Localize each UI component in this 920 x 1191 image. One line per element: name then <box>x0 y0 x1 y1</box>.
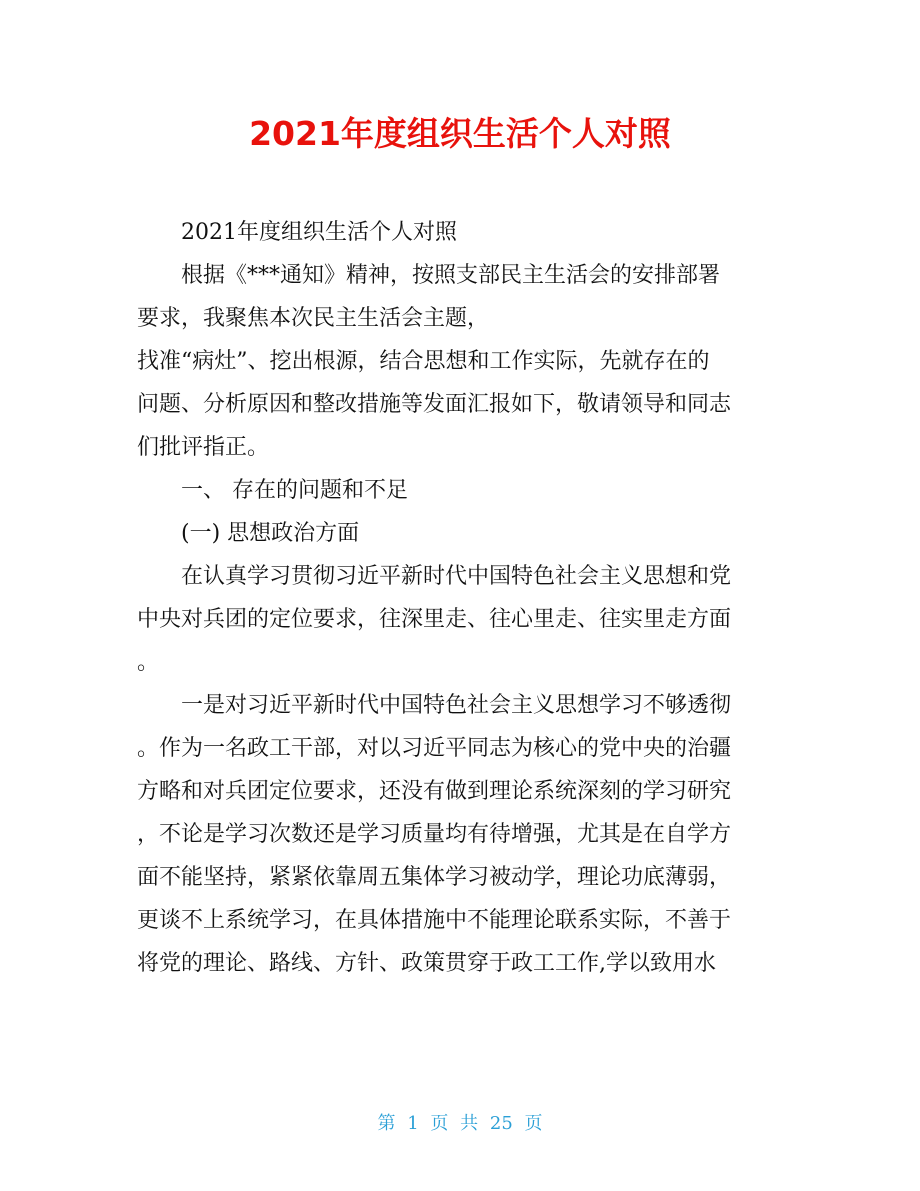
paragraph-line: 2021年度组织生活个人对照 <box>181 220 457 245</box>
paragraph-line: ，不论是学习次数还是学习质量均有待增强，尤其是在自学方 <box>137 822 732 847</box>
document-body <box>137 211 787 985</box>
paragraph-line: 。 <box>137 650 160 675</box>
page-title: 2021年度组织生活个人对照 <box>249 114 671 153</box>
paragraph-line: 要求，我聚焦本次民主生活会主题， <box>137 306 490 331</box>
section-heading: 一、 存在的问题和不足 <box>181 478 408 503</box>
page-label-prefix: 第 <box>377 1113 396 1134</box>
paragraph-line: 一是对习近平新时代中国特色社会主义思想学习不够透彻 <box>181 693 732 718</box>
total-label-unit: 页 <box>524 1113 543 1134</box>
paragraph-line: 们批评指正。 <box>137 435 270 460</box>
paragraph-line: 。作为一名政工干部，对以习近平同志为核心的党中央的治疆 <box>137 736 732 761</box>
paragraph-line: 找准“病灶”、挖出根源，结合思想和工作实际，先就存在的 <box>137 349 710 374</box>
paragraph-line: 将党的理论、路线、方针、政策贯穿于政工工作,学以致用水 <box>137 951 716 976</box>
page-label-unit: 页 <box>430 1113 449 1134</box>
paragraph-line: 方略和对兵团定位要求，还没有做到理论系统深刻的学习研究 <box>137 779 732 804</box>
paragraph-line: 更谈不上系统学习，在具体措施中不能理论联系实际，不善于 <box>137 908 732 933</box>
page-footer <box>0 1111 920 1137</box>
paragraph-line: 面不能坚持，紧紧依靠周五集体学习被动学，理论功底薄弱， <box>137 865 732 890</box>
paragraph-line: 问题、分析原因和整改措施等发面汇报如下，敬请领导和同志 <box>137 392 732 417</box>
paragraph-line: 在认真学习贯彻习近平新时代中国特色社会主义思想和党 <box>181 564 732 589</box>
subsection-heading: (一) 思想政治方面 <box>181 521 360 546</box>
page-number: 1 <box>407 1113 419 1134</box>
total-pages: 25 <box>489 1113 513 1134</box>
paragraph-line: 中央对兵团的定位要求，往深里走、往心里走、往实里走方面 <box>137 607 732 632</box>
total-label-prefix: 共 <box>460 1113 479 1134</box>
paragraph-line: 根据《***通知》精神，按照支部民主生活会的安排部署 <box>181 263 721 288</box>
